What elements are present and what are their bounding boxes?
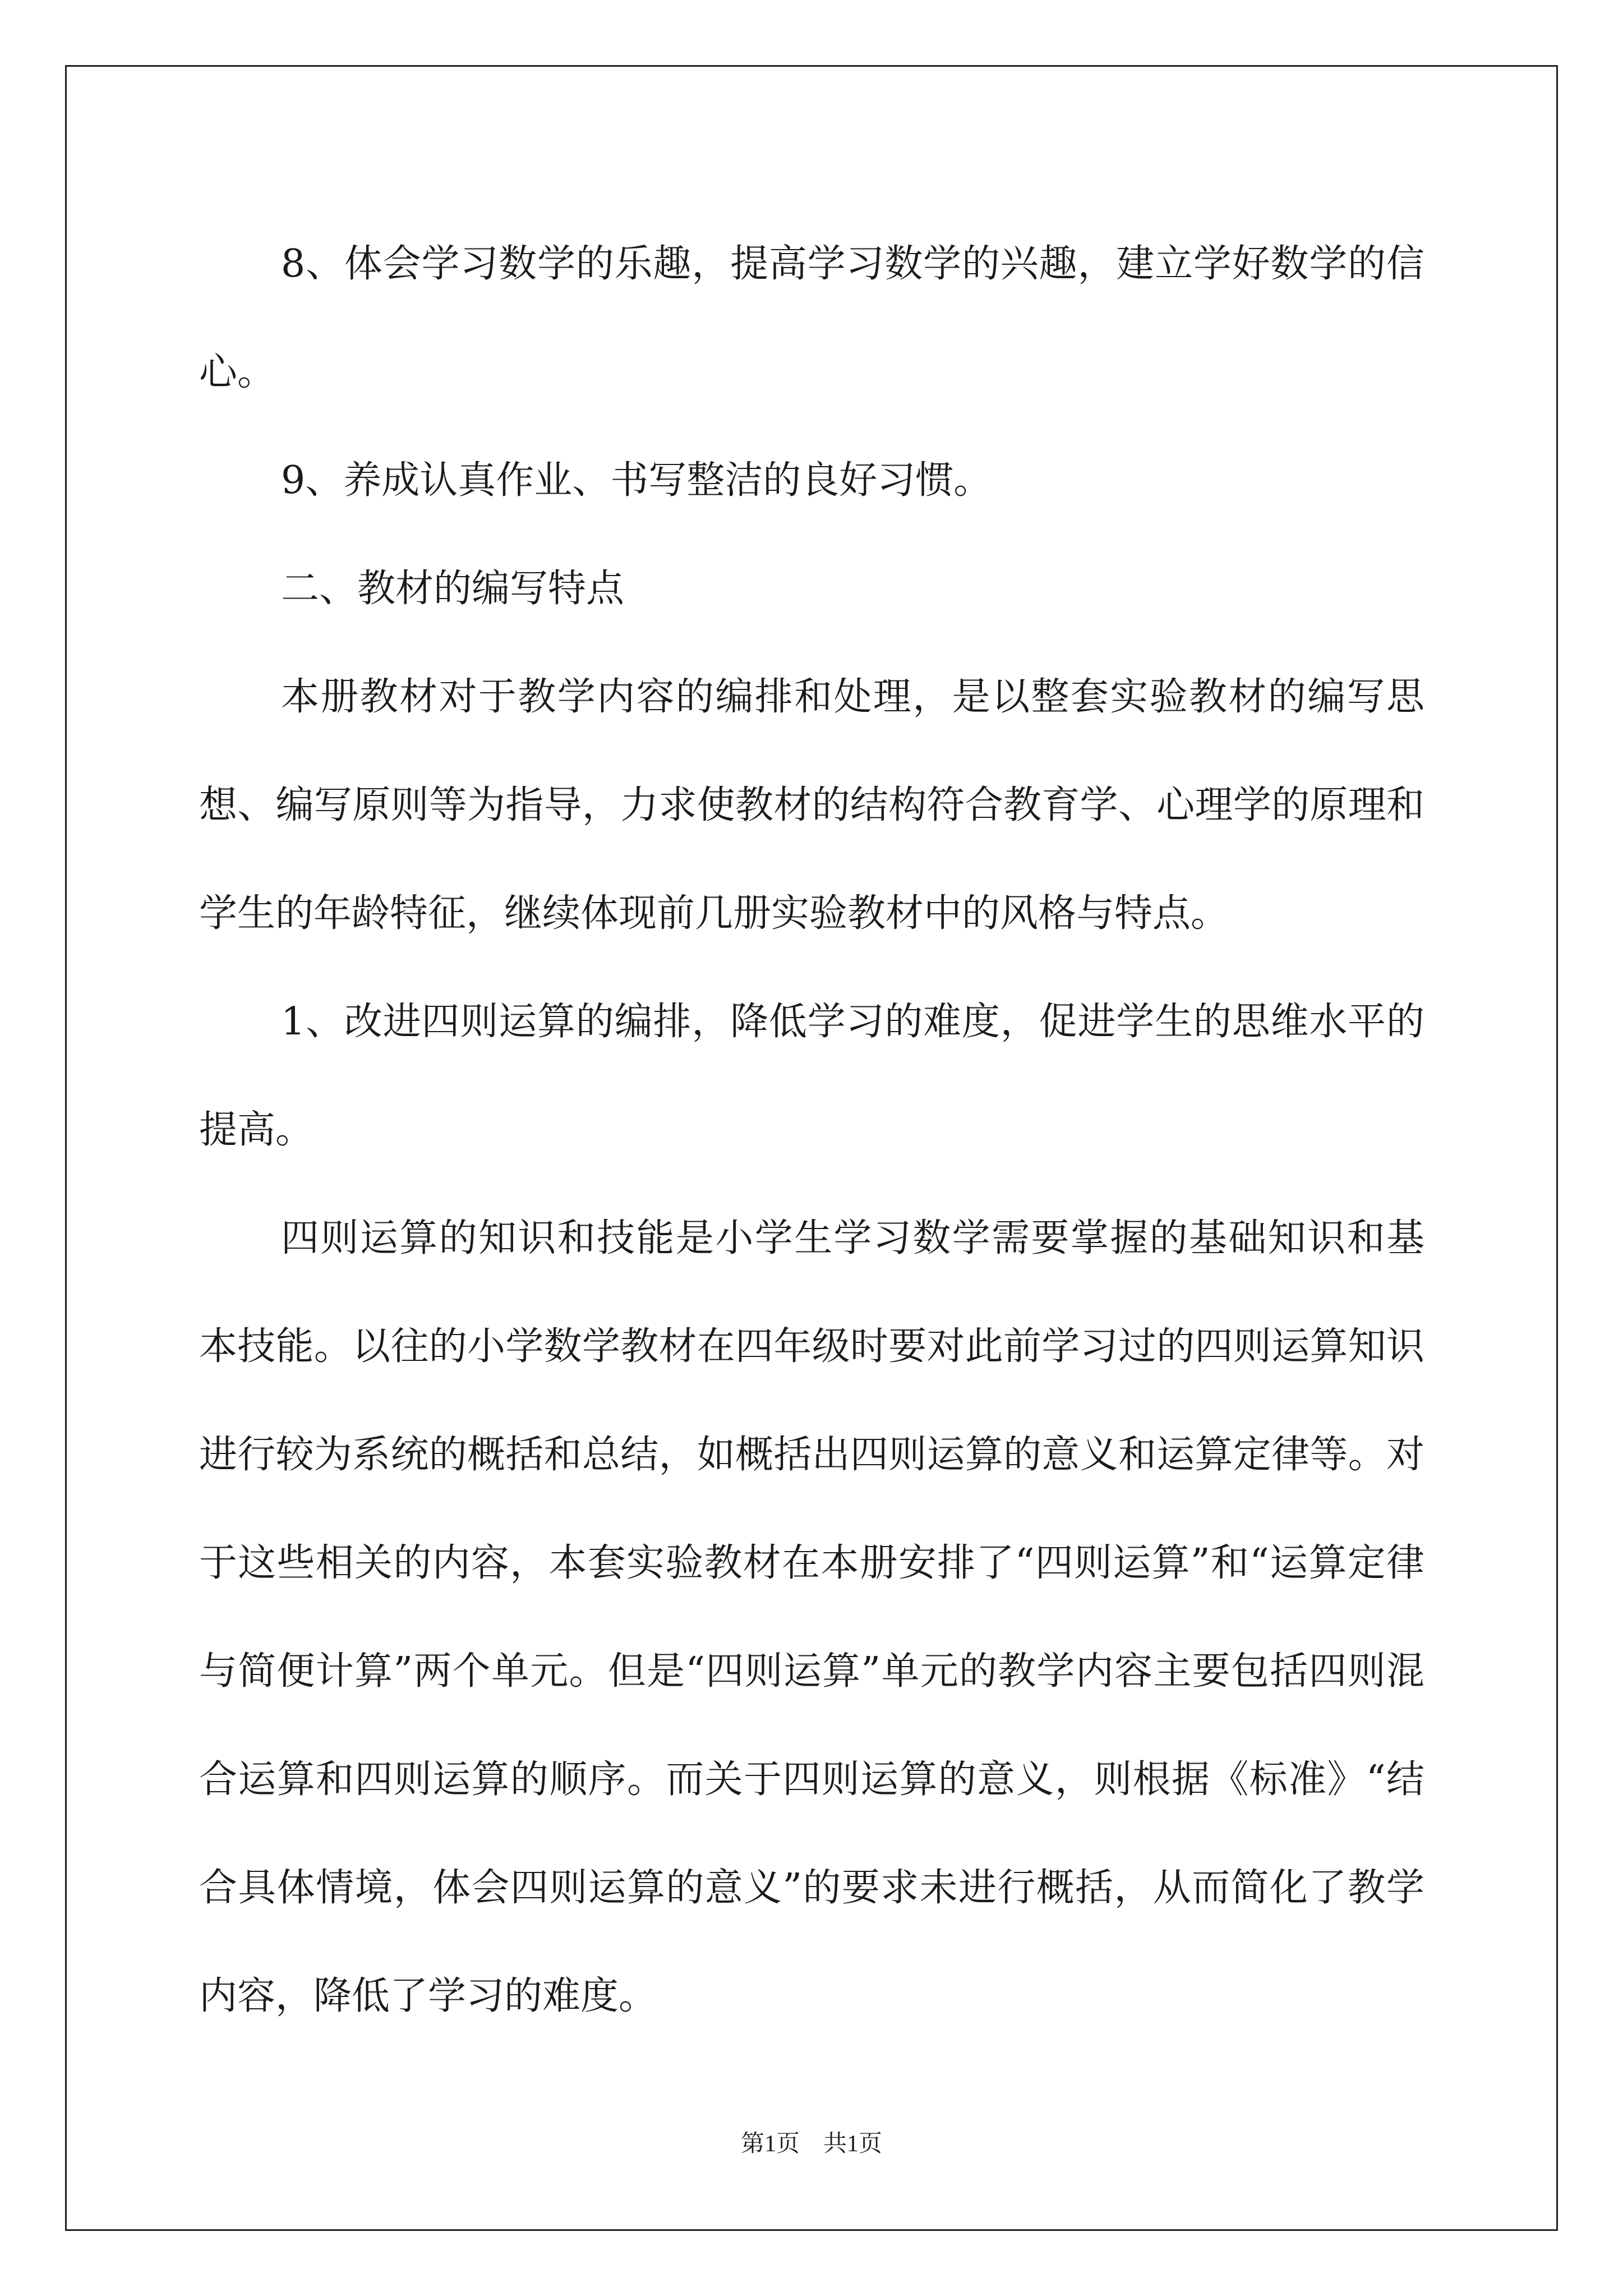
paragraph-point-1: 1、改进四则运算的编排，降低学习的难度，促进学生的思维水平的提高。 xyxy=(199,1000,1424,1152)
page-footer: 第1页 共1页 xyxy=(740,2131,882,2157)
paragraph-item-9: 9、养成认真作业、书写整洁的良好习惯。 xyxy=(281,458,992,503)
section-heading: 二、教材的编写特点 xyxy=(281,567,625,611)
document-body xyxy=(199,210,1424,2050)
paragraph-body: 四则运算的知识和技能是小学生学习数学需要掌握的基础知识和基本技能。以往的小学数学教材在四年级时要对此前学习过的四则运算知识进行较为系统的概括和总结，如概括出四则运算的意义和运算定律等。对于这些相关的内容，本套实验教材在本册安排了“四则运算”和“运算定律与简便计算”两个单元。但是“四则运算”单元的教学内容主要包括四则混合运算和四则运算的顺序。而关于四则运算的意义，则根据《标准》“结合具体情境，体会四则运算的意义”的要求未进行概括，从而简化了教学内容，降低了学习的难度。 xyxy=(199,1216,1424,2018)
paragraph-intro: 本册教材对于教学内容的编排和处理，是以整套实验教材的编写思想、编写原则等为指导，力求使教材的结构符合教育学、心理学的原理和学生的年龄特征，继续体现前几册实验教材中的风格与特点。 xyxy=(199,675,1424,936)
paragraph-item-8: 8、体会学习数学的乐趣，提高学习数学的兴趣，建立学好数学的信心。 xyxy=(199,242,1424,394)
